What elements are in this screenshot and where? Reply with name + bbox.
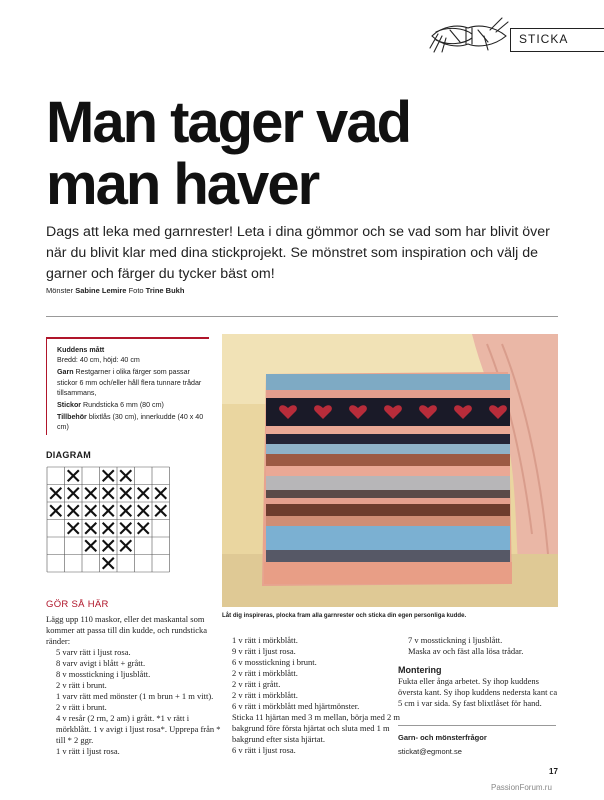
designer-name: Sabine Lemire — [75, 286, 127, 295]
size-heading: Kuddens mått — [57, 346, 105, 354]
chart-cross-mark — [103, 540, 114, 551]
chart-cross-mark — [103, 558, 114, 569]
photo-caption: Låt dig inspireras, plocka fram alla garnrester och sticka din egen personliga kudde. — [222, 612, 467, 619]
chart-cross-mark — [85, 488, 96, 499]
contact-email: stickat@egmont.se — [398, 747, 462, 756]
chart-cross-mark — [120, 505, 131, 516]
pillow-photo — [222, 334, 558, 607]
watermark: PassionForum.ru — [491, 783, 552, 792]
chart-cross-mark — [138, 488, 149, 499]
chart-cross-mark — [120, 523, 131, 534]
instruction-line: 1 v rätt i mörkblått. — [232, 635, 298, 645]
instruction-line: 4 v resår (2 rm, 2 am) i grått. *1 v rätt i mörkblått. 1 v avigt i ljust rosa*. Upprepa från * till * 2 ggr. — [56, 713, 221, 745]
section-label: STICKA — [510, 28, 604, 52]
diagram-heading: DIAGRAM — [46, 450, 92, 460]
divider — [46, 316, 558, 317]
instruction-line: 6 v rätt i ljust rosa. — [232, 745, 296, 755]
instruction-line: Maska av och fäst alla lösa trådar. — [408, 646, 524, 656]
instruction-line: 1 varv rätt med mönster (1 m brun + 1 m vitt). — [56, 691, 214, 701]
chart-cross-mark — [138, 523, 149, 534]
instructions-column-2 — [222, 635, 400, 756]
chart-cross-mark — [103, 470, 114, 481]
chart-cross-mark — [103, 523, 114, 534]
tillbehor-text: blixtlås (30 cm), innerkudde (40 x 40 cm) — [57, 413, 204, 432]
size-text: Bredd: 40 cm, höjd: 40 cm — [57, 356, 140, 365]
instruction-line: 8 v mosstickning i ljusblått. — [56, 669, 151, 679]
yarn-skein-icon — [428, 14, 510, 54]
chart-cross-mark — [68, 470, 79, 481]
chart-cross-mark — [155, 505, 166, 516]
materials-box — [46, 337, 209, 435]
page-number: 17 — [549, 767, 558, 776]
chart-cross-mark — [120, 488, 131, 499]
chart-cross-mark — [155, 488, 166, 499]
chart-cross-mark — [68, 505, 79, 516]
chart-cross-mark — [103, 488, 114, 499]
chart-cross-mark — [85, 505, 96, 516]
instruction-line: 2 v rätt i brunt. — [56, 702, 107, 712]
stickor-text: Rundsticka 6 mm (80 cm) — [83, 401, 164, 410]
instruction-line: 2 v rätt i brunt. — [56, 680, 107, 690]
instruction-line: 1 v rätt i ljust rosa. — [56, 746, 120, 756]
instruction-line: 6 v mosstickning i brunt. — [232, 657, 317, 667]
garn-text: Restgarner i olika färger som passar stickor 6 mm och/eller håll flera tunnare trådar tillsammans, — [57, 368, 202, 397]
foto-label: Foto — [128, 286, 144, 295]
chart-cross-mark — [103, 505, 114, 516]
tillbehor-label: Tillbehör — [57, 413, 87, 422]
title-line-2: man haver — [46, 152, 319, 217]
instruction-line: 2 v rätt i grått. — [232, 679, 281, 689]
chart-cross-mark — [138, 505, 149, 516]
chart-cross-mark — [120, 540, 131, 551]
instructions-column-1 — [46, 614, 222, 757]
chart-cross-mark — [85, 523, 96, 534]
instruction-line: 8 varv avigt i blått + grått. — [56, 658, 146, 668]
instructions-heading: GÖR SÅ HÄR — [46, 599, 109, 610]
photographer-name: Trine Bukh — [145, 286, 185, 295]
instruction-line: 6 v rätt i mörkblått med hjärtmönster. — [232, 701, 360, 711]
instruction-line: Sticka 11 hjärtan med 3 m mellan, börja med 2 m bakgrund före första hjärtat och sluta med 1 m bakgrund efter sista hjärtat. — [232, 712, 400, 744]
instruction-line: 2 v rätt i mörkblått. — [232, 668, 298, 678]
instruction-line: Lägg upp 110 maskor, eller det maskantal som kommer att passa till din kudde, och rundsticka ränder: — [46, 614, 207, 646]
stickor-label: Stickor — [57, 401, 82, 410]
instruction-line: 7 v mosstickning i ljusblått. — [408, 635, 503, 645]
credits — [46, 286, 184, 295]
chart-cross-mark — [50, 505, 61, 516]
heart-chart — [46, 466, 170, 574]
chart-cross-mark — [85, 540, 96, 551]
instruction-line: 5 varv rätt i ljust rosa. — [56, 647, 131, 657]
questions-heading: Garn- och mönsterfrågor — [398, 733, 487, 742]
intro-paragraph: Dags att leka med garnrester! Leta i dina gömmor och se vad som har blivit över när du blivit klar med dina stickprojekt. Se mönstret som inspiration och välj de garner och färger du tycker bäst om! — [46, 224, 550, 282]
montering-text: Fukta eller ånga arbetet. Sy ihop kuddens översta kant. Sy ihop kuddens nedersta kant ca 5 cm i var sida. Sy fast blixtlåset för hand. — [398, 676, 558, 708]
monster-label: Mönster — [46, 286, 74, 295]
chart-cross-mark — [68, 523, 79, 534]
chart-cross-mark — [120, 470, 131, 481]
title-line-1: Man tager vad — [46, 90, 410, 155]
instructions-column-3 — [398, 635, 558, 757]
instruction-line: 9 v rätt i ljust rosa. — [232, 646, 296, 656]
montering-heading: Montering — [398, 665, 442, 675]
divider — [398, 725, 556, 726]
garn-label: Garn — [57, 368, 74, 377]
page-title — [46, 92, 410, 216]
instruction-line: 2 v rätt i mörkblått. — [232, 690, 298, 700]
chart-cross-mark — [68, 488, 79, 499]
chart-cross-mark — [50, 488, 61, 499]
